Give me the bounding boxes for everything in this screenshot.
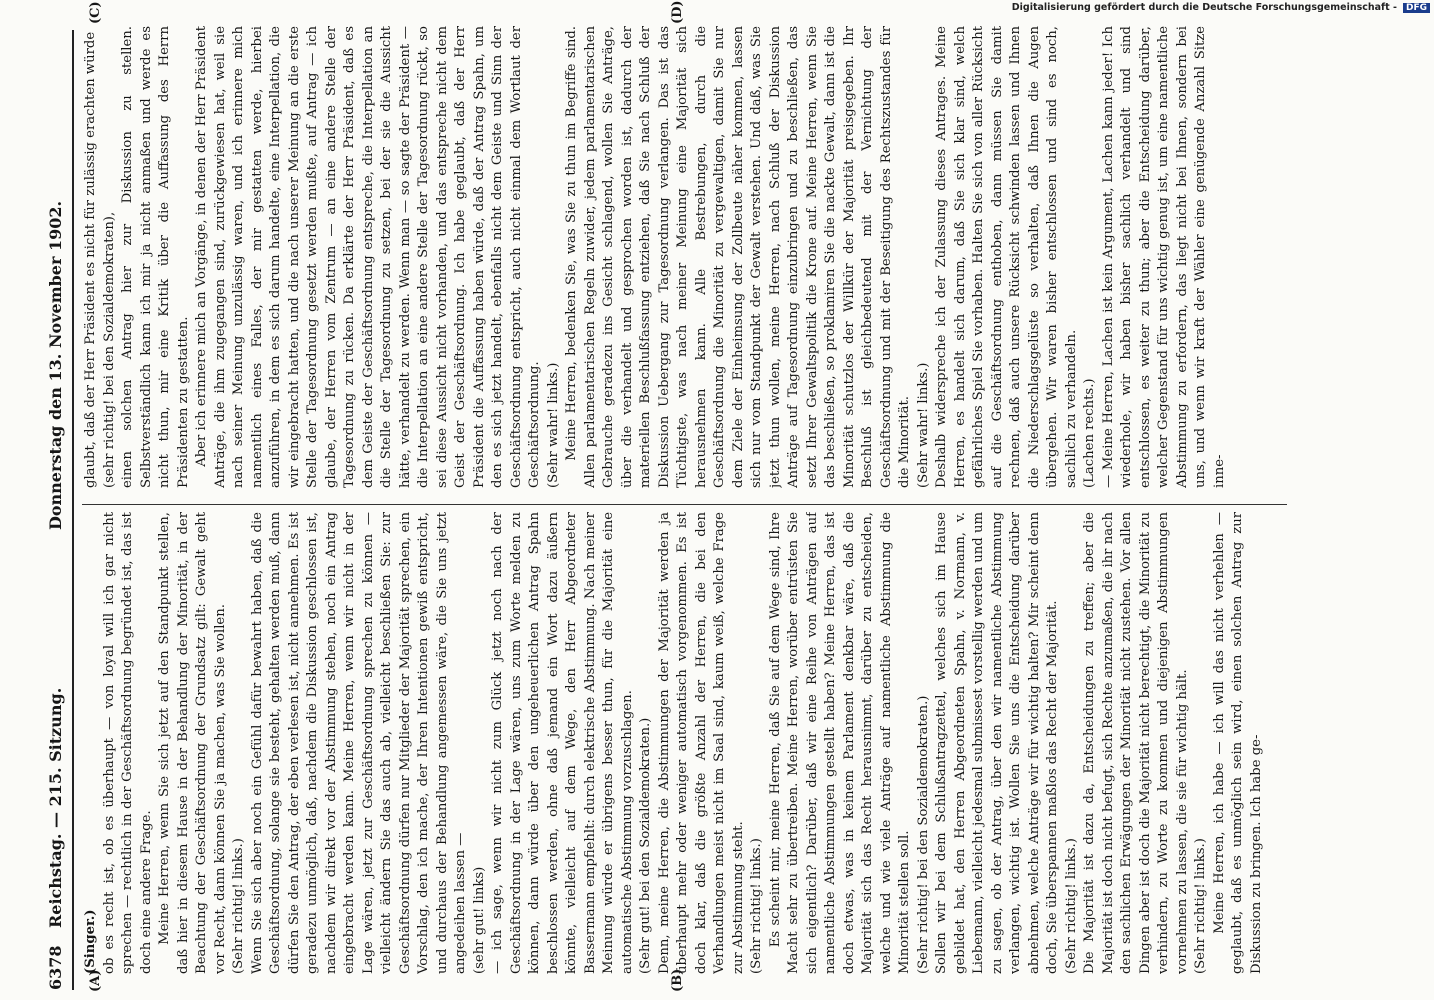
left-text-column — [82, 512, 1287, 974]
session-title: Reichstag. — 215. Sitzung. — [46, 687, 65, 928]
session-date: Donnerstag den 13. November 1902. — [46, 200, 65, 530]
margin-marker-b: (B) — [670, 968, 685, 992]
speaker-name: (Singer.) — [83, 909, 98, 974]
column-divider — [82, 504, 1287, 505]
digitization-credit — [1012, 2, 1430, 13]
page-header — [38, 30, 74, 990]
left-column-text: ob es recht ist, ob es überhaupt — von loyal will ich gar nicht sprechen — rechtlich in der Geschäftsordnung begründet ist, das ist doch eine andere Frage. Meine Herren, wenn Sie sich jetzt auf den Standpunkt stellen, daß hier in diesem Hause in der Behandlung der Minorität, in der Beachtung der Geschäftsordnung der Grundsatz gilt: Gewalt geht vor Recht, dann können Sie ja machen, was Sie wollen. (Sehr richtig! links.) Wenn Sie sich aber noch ein Gefühl dafür bewahrt haben, daß die Geschäftsordnung, solange sie besteht, gehalten werden muß, dann dürfen Sie den Antrag, der eben verlesen ist, nicht annehmen. Es ist geradezu unmöglich, daß, nachdem die Diskussion geschlossen ist, nachdem wir direkt vor der Abstimmung stehen, noch ein Antrag eingebracht werden kann. Meine Herren, wenn wir nicht in der Lage wären, jetzt zur Geschäftsordnung sprechen zu können — vielleicht ändern Sie das auch ab, vielleicht beschließen Sie: zur Geschäftsordnung dürfen nur Mitglieder der Majorität sprechen, ein Vorschlag, den ich mache, der Ihren Intentionen gewiß entspricht, und durchaus der Behandlung angemessen wäre, die Sie uns jetzt angedeihen lassen — (sehr gut! links) — ich sage, wenn wir nicht zum Glück jetzt noch nach der Geschäftsordnung in der Lage wären, uns zum Worte melden zu können, dann würde über den ungeheuerlichen Antrag Spahn beschlossen werden, ohne daß jemand ein Wort dazu äußern könnte, vielleicht auf dem Wege, den Herr Abgeordneter Bassermann empfiehlt: durch elektrische Abstimmung. Nach meiner Meinung würde er übrigens besser thun, für die Majorität eine automatische Abstimmung vorzuschlagen. (Sehr gut! bei den Sozialdemokraten.) Denn, meine Herren, die Abstimmungen der Majorität werden ja überhaupt mehr oder weniger automatisch vorgenommen. Es ist doch klar, daß die größte Anzahl der Herren, die bei den Verhandlungen meist nicht im Saal sind, kaum weiß, welche Frage zur Abstimmung steht. (Sehr richtig! links.) Es scheint mir, meine Herren, daß Sie auf dem Wege sind, Ihre Macht sehr zu übertreiben. Meine Herren, worüber entrüsten Sie sich eigentlich? Darüber, daß wir eine Reihe von Anträgen auf namentliche Abstimmungen gestellt haben? Meine Herren, das ist doch etwas, was in keinem Parlament denkbar wäre, daß die Majorität sich das Recht herausnimmt, darüber zu entscheiden, welche und wie viele Anträge auf namentliche Abstimmung die Minorität stellen soll. (Sehr richtig! bei den Sozialdemokraten.) Sollen wir bei dem Schlußantragzettel, welches sich im Hause gebildet hat, den Herren Abgeordneten Spahn, v. Normann, v. Liebemann, vielleicht jedesmal submissest vorstellig werden und um zu sagen, ob der Antrag, über den wir namentliche Abstimmung verlangen, wichtig ist. Wollen Sie uns die Entscheidung darüber abnehmen, welche Anträge wir für wichtig halten? Mir scheint denn doch, Sie überspannen maßlos das Recht der Majorität. (Sehr richtig! links.) Die Majorität ist dazu da, Entscheidungen zu treffen; aber die Majorität ist doch nicht befugt, sich Rechte anzumaßen, die ihr nach den sachlichen Erwägungen der Minorität nicht zustehen. Vor allen Dingen aber ist doch die Majorität nicht berechtigt, die Minorität zu verhindern, zu Worte zu kommen und diejenigen Abstimmungen vornehmen zu lassen, die sie für wichtig hält. (Sehr richtig! links.) Meine Herren, ich habe — ich will das nicht verhehlen — geglaubt, daß es unmöglich sein wird, einen solchen Antrag zur Diskussion zu bringen. Ich habe ge- — [101, 512, 1264, 974]
dfg-logo: DFG — [1403, 3, 1430, 13]
page-number: 6378 — [46, 945, 65, 990]
right-text-column — [82, 26, 1287, 488]
margin-marker-d: (D) — [670, 0, 685, 24]
margin-marker-a: (A) — [88, 969, 103, 992]
right-column-text: glaubt, daß der Herr Präsident es nicht für zulässig erachten würde (sehr richtig! bei den Sozialdemokraten), einen solchen Antrag hier zur Diskussion zu stellen. Selbstverständlich kann ich mir ja nicht anmaßen und werde es nicht thun, mir eine Kritik über die Auffassung des Herrn Präsidenten zu gestatten. Aber ich erinnere mich an Vorgänge, in denen der Herr Präsident Anträge, die ihm zugegangen sind, zurückgewiesen hat, weil sie nach seiner Meinung unzulässig waren, und ich erinnere mich namentlich eines Falles, der mir gestatten werde, hierbei anzuführen, in dem es sich darum handelte, eine Interpellation, die wir eingebracht hatten, und die nach unserer Meinung an die erste Stelle der Tagesordnung gesetzt werden mußte, auf Antrag — ich glaube, der Herren vom Zentrum — an eine andere Stelle der Tagesordnung zu rücken. Da erklärte der Herr Präsident, daß es dem Geiste der Geschäftsordnung entspreche, die Interpellation an die Stelle der Tagesordnung zu setzen, bei der sie die Aussicht hätte, verhandelt zu werden. Wenn man — so sagte der Präsident — die Interpellation an eine andere Stelle der Tagesordnung rückt, so sei diese Aussicht nicht vorhanden, und das entspreche nicht dem Geist der Geschäftsordnung. Ich habe geglaubt, daß der Herr Präsident die Auffassung haben würde, daß der Antrag Spahn, um den es sich jetzt handelt, ebenfalls nicht dem Geiste und Sinn der Geschäftsordnung entspricht, auch nicht einmal dem Wortlaut der Geschäftsordnung. (Sehr wahr! links.) Meine Herren, bedenken Sie, was Sie zu thun im Begriffe sind. Allen parlamentarischen Regeln zuwider, jedem parlamentarischen Gebrauche geradezu ins Gesicht schlagend, wollen Sie Anträge, über die verhandelt und gesprochen worden ist, dadurch der materiellen Beschlußfassung entziehen, daß Sie nach Schluß der Diskussion Uebergang zur Tagesordnung verlangen. Das ist das Tüchtigste, was nach meiner Meinung eine Majorität sich herausnehmen kann. Alle Bestrebungen, durch die Geschäftsordnung die Minorität zu vergewaltigen, damit Sie nur dem Ziele der Einheimsung der Zollbeute näher kommen, lassen sich nur vom Standpunkt der Gewalt verstehen. Und daß, was Sie jetzt thun wollen, meine Herren, nach Schluß der Diskussion Anträge auf Tagesordnung einzubringen und zu beschließen, das setzt Ihrer Gewaltspolitik die Krone auf. Meine Herren, wenn Sie das beschließen, so proklamiren Sie die nackte Gewalt, dann ist die Minorität schutzlos der Willkür der Majorität preisgegeben. Ihr Beschluß ist gleichbedeutend mit der Vernichtung der Geschäftsordnung und mit der Beseitigung des Rechtszustandes für die Minorität. (Sehr wahr! links.) Deshalb widerspreche ich der Zulassung dieses Antrages. Meine Herren, es handelt sich darum, daß Sie sich klar sind, welch gefährliches Spiel Sie vorhaben. Halten Sie sich von aller Rücksicht auf die Geschäftsordnung enthoben, dann müssen Sie damit rechnen, daß auch unsere Rücksicht schwinden lassen und Ihnen die Niederschlagsgelüste so verhalten, daß Ihnen die Augen übergehen. Wir waren bisher entschlossen und sind es noch, sachlich zu verhandeln. (Lachen rechts.) — Meine Herren, Lachen ist kein Argument, Lachen kann jeder! Ich wiederhole, wir haben bisher sachlich verhandelt und sind entschlossen, es weiter zu thun; aber die Entscheidung darüber, welcher Gegenstand für uns wichtig genug ist, um eine namentliche Abstimmung zu erfordern, das liegt nicht bei Ihnen, sondern bei uns, und wenn wir kraft der Wähler eine genügende Anzahl Sitze inne- — [83, 26, 1227, 488]
margin-marker-c: (C) — [88, 1, 103, 24]
digitization-credit-text: Digitalisierung gefördert durch die Deutsche Forschungsgemeinschaft - — [1011, 2, 1397, 13]
